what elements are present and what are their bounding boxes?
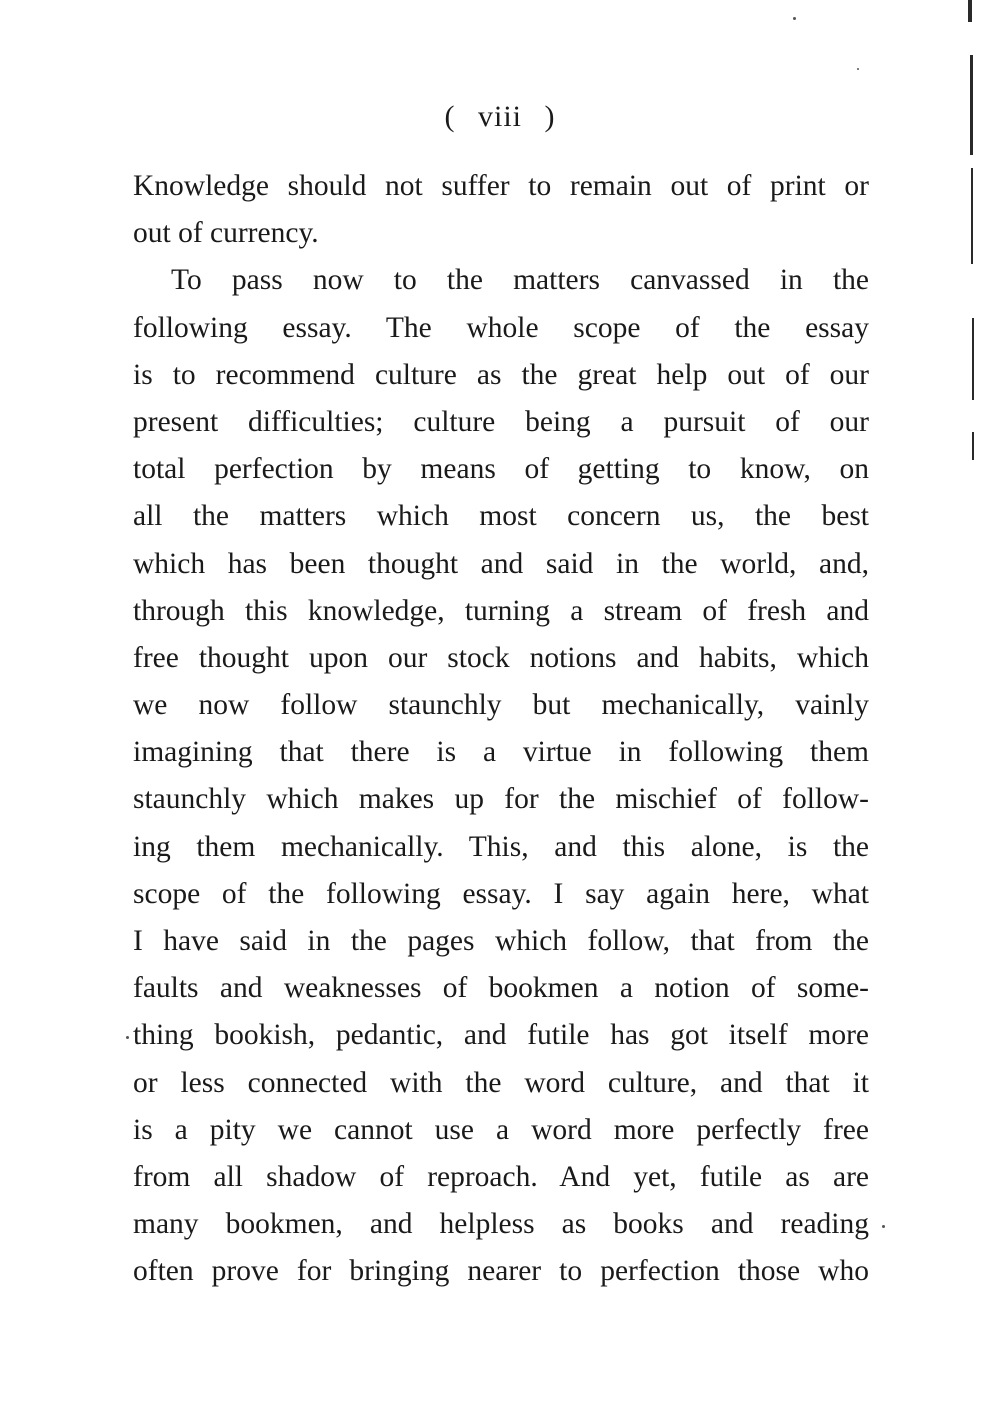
text-line: all the matters which most concern us, the best bbox=[133, 500, 869, 533]
text-line: staunchly which makes up for the mischief of follow- bbox=[133, 783, 869, 816]
text-line: is to recommend culture as the great help out of our bbox=[133, 358, 869, 391]
scan-edge-mark bbox=[972, 432, 974, 460]
text-line: imagining that there is a virtue in following them bbox=[133, 736, 869, 769]
text-line: free thought upon our stock notions and habits, which bbox=[133, 641, 869, 674]
scan-edge-mark bbox=[968, 0, 972, 22]
text-line: I have said in the pages which follow, that from the bbox=[133, 925, 869, 957]
text-line: following essay. The whole scope of the essay bbox=[133, 311, 869, 344]
text-line: total perfection by means of getting to know, on bbox=[133, 453, 869, 486]
text-line: many bookmen, and helpless as books and reading bbox=[133, 1208, 869, 1241]
text-line: thing bookish, pedantic, and futile has got itself more bbox=[133, 1019, 869, 1052]
text-line: is a pity we cannot use a word more perfectly free bbox=[133, 1113, 869, 1146]
text-line: To pass now to the matters canvassed in the bbox=[171, 264, 869, 297]
scan-edge-mark bbox=[970, 55, 973, 155]
text-line: present difficulties; culture being a pursuit of our bbox=[133, 405, 869, 438]
text-line: ing them mechanically. This, and this alone, is the bbox=[133, 830, 869, 863]
text-line: Knowledge should not suffer to remain out of print or bbox=[133, 170, 869, 202]
scan-speck bbox=[793, 17, 796, 20]
text-line: through this knowledge, turning a stream of fresh and bbox=[133, 594, 869, 627]
text-line: scope of the following essay. I say again here, what bbox=[133, 877, 869, 910]
scan-speck bbox=[882, 1225, 885, 1228]
text-line: or less connected with the word culture, and that it bbox=[133, 1066, 869, 1099]
page-number: ( viii ) bbox=[444, 100, 556, 133]
text-line: often prove for bringing nearer to perfection those who bbox=[133, 1255, 869, 1288]
text-line: out of currency. bbox=[133, 217, 319, 250]
body-text bbox=[133, 163, 869, 1296]
text-line: we now follow staunchly but mechanically, vainly bbox=[133, 689, 869, 722]
scan-edge-mark bbox=[972, 318, 974, 400]
text-line: from all shadow of reproach. And yet, futile as are bbox=[133, 1160, 869, 1193]
text-line: which has been thought and said in the world, and, bbox=[133, 547, 869, 580]
scan-speck bbox=[857, 68, 859, 70]
scan-speck bbox=[126, 1036, 129, 1039]
text-line: faults and weaknesses of bookmen a notion of some- bbox=[133, 972, 869, 1005]
scan-edge-mark bbox=[971, 168, 973, 264]
